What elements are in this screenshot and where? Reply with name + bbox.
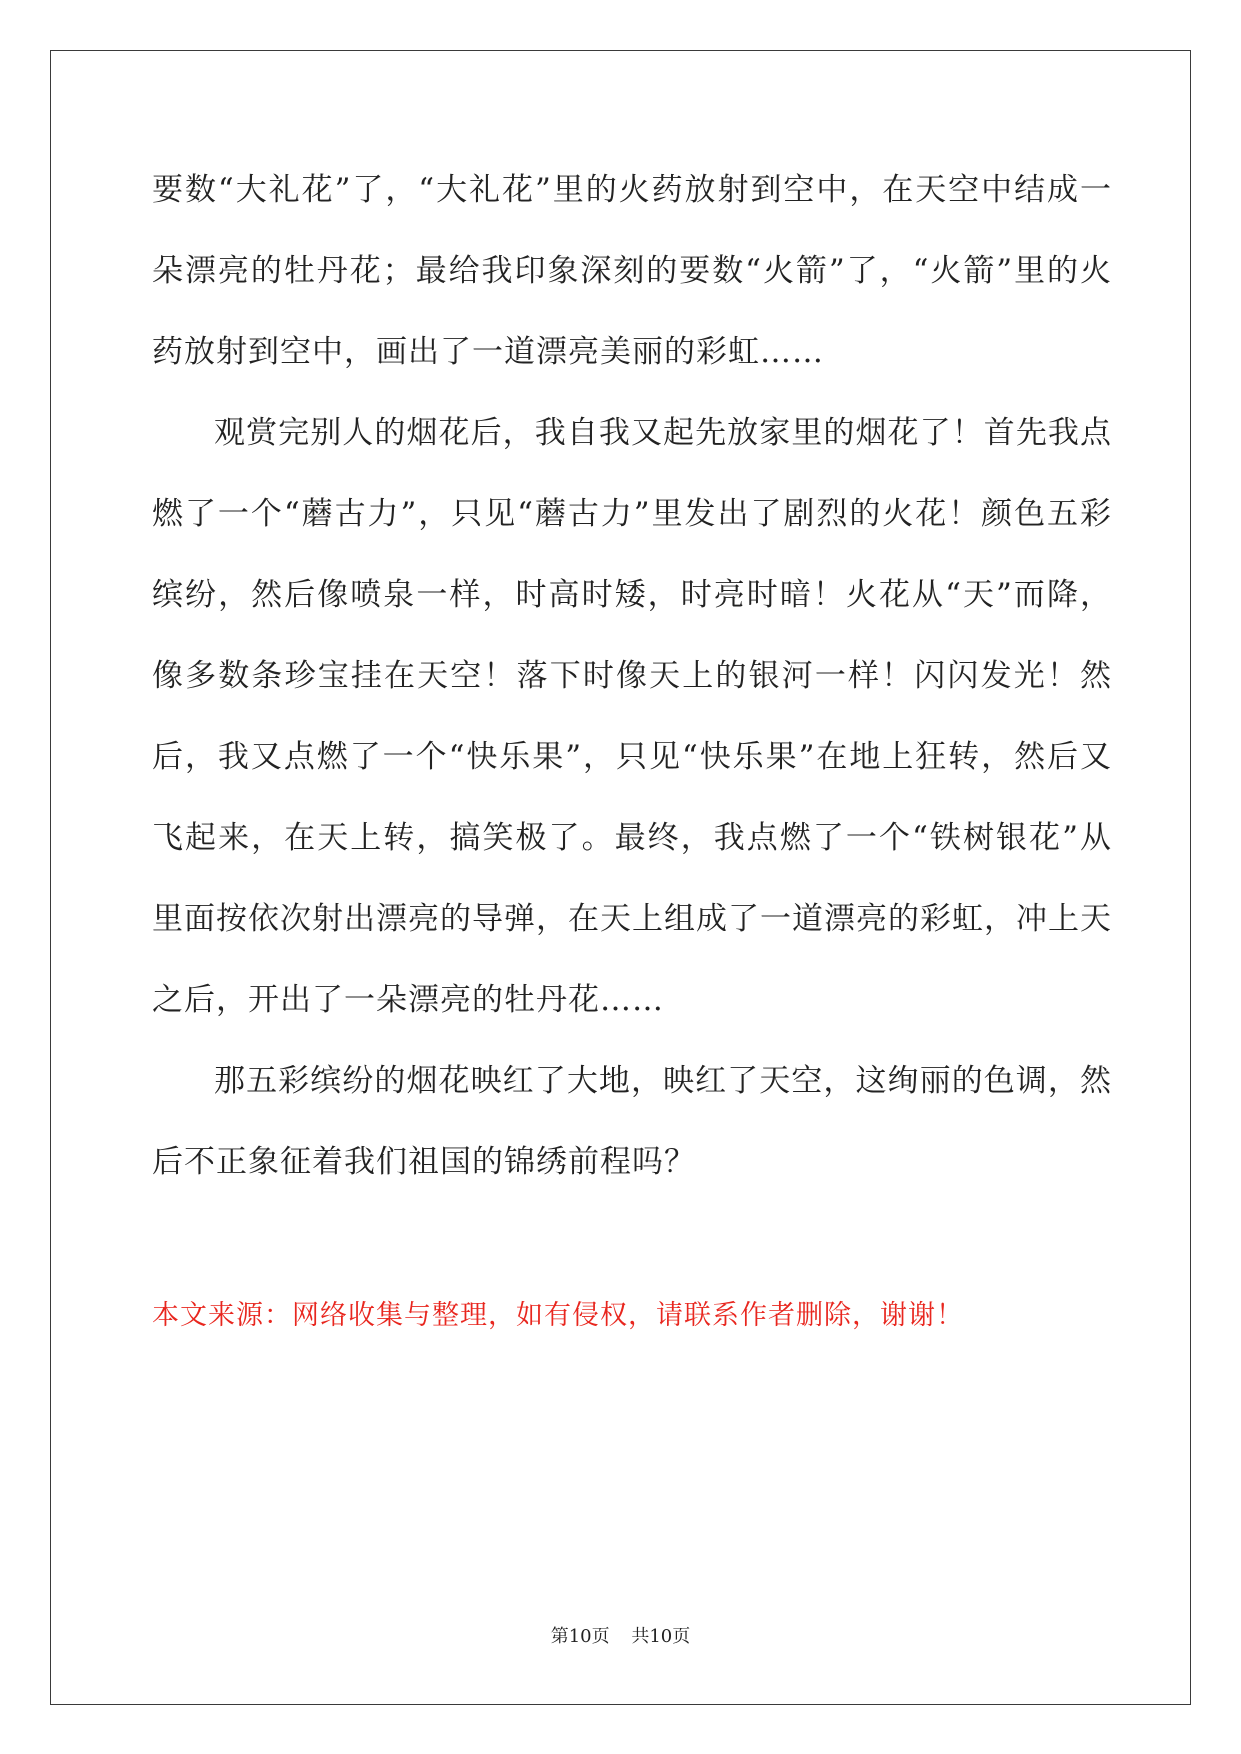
page-footer [0, 1623, 1241, 1651]
paragraph-3: 那五彩缤纷的烟花映红了大地，映红了天空，这绚丽的色调，然后不正象征着我们祖国的锦绣前程吗？ [152, 1063, 1112, 1180]
document-body [152, 150, 1112, 1203]
paragraph-1: 要数“大礼花”了，“大礼花”里的火药放射到空中，在天空中结成一朵漂亮的牡丹花；最给我印象深刻的要数“火箭”了，“火箭”里的火药放射到空中，画出了一道漂亮美丽的彩虹…… [152, 172, 1112, 370]
source-note: 本文来源：网络收集与整理，如有侵权，请联系作者删除，谢谢！ [152, 1300, 964, 1331]
page-number-current: 第10页 [550, 1626, 610, 1647]
page-number-total: 共10页 [631, 1626, 691, 1647]
paragraph-2: 观赏完别人的烟花后，我自我又起先放家里的烟花了！首先我点燃了一个“蘑古力”，只见“蘑古力”里发出了剧烈的火花！颜色五彩缤纷，然后像喷泉一样，时高时矮，时亮时暗！火花从“天”而降，像多数条珍宝挂在天空！落下时像天上的银河一样！闪闪发光！然后，我又点燃了一个“快乐果”，只见“快乐果”在地上狂转，然后又飞起来，在天上转，搞笑极了。最终，我点燃了一个“铁树银花”从里面按依次射出漂亮的导弹，在天上组成了一道漂亮的彩虹，冲上天之后，开出了一朵漂亮的牡丹花…… [152, 415, 1112, 1018]
